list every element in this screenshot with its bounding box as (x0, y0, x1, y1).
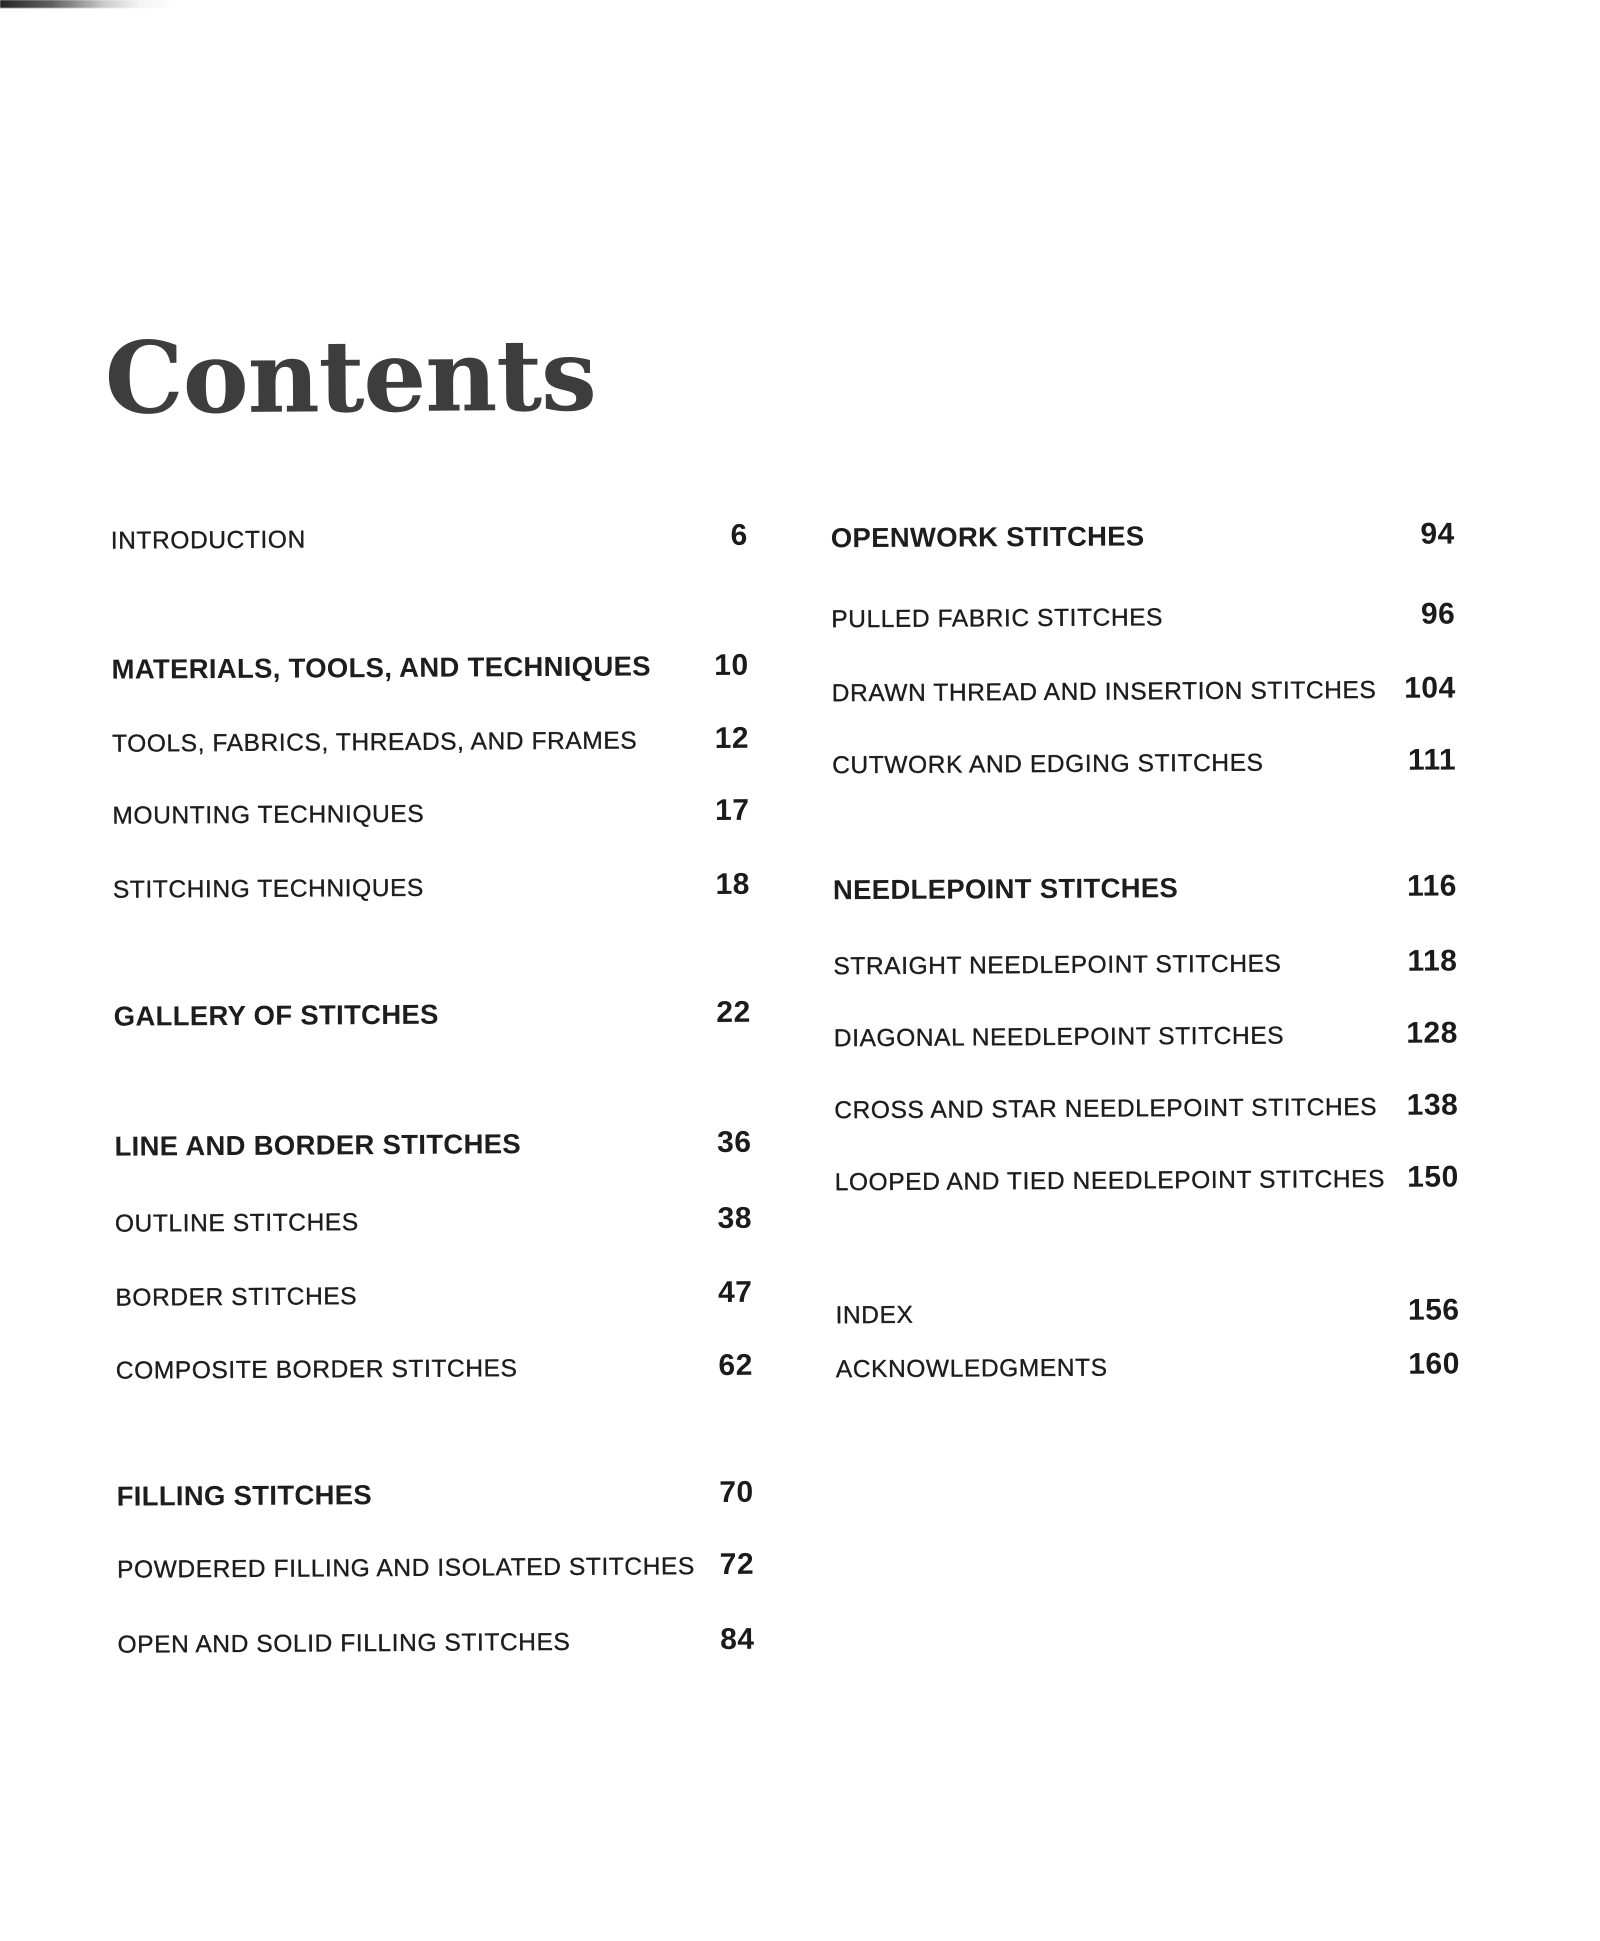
toc-entry-label: INTRODUCTION (110, 526, 306, 555)
toc-entry-label: OPENWORK STITCHES (830, 520, 1145, 554)
toc-entry-page: 96 (1420, 597, 1456, 631)
toc-entry-page: 128 (1406, 1016, 1458, 1050)
toc-entry-composite-border-stitches (116, 1349, 753, 1389)
toc-entry-page: 17 (714, 793, 750, 827)
toc-entry-open-solid-filling-stitches (117, 1623, 754, 1663)
toc-entry-label: GALLERY OF STITCHES (113, 998, 439, 1032)
toc-entry-tools-fabrics-threads-frames (112, 722, 749, 762)
toc-entry-cross-star-needlepoint-stitches (834, 1088, 1458, 1128)
toc-entry-label: INDEX (835, 1301, 914, 1330)
toc-entry-cutwork-edging-stitches (832, 743, 1456, 783)
toc-entry-label: MATERIALS, TOOLS, AND TECHNIQUES (111, 650, 651, 685)
toc-entry-line-and-border-stitches (114, 1126, 751, 1164)
toc-entry-page: 156 (1407, 1293, 1460, 1327)
toc-entry-page: 104 (1404, 671, 1456, 705)
toc-entry-index (835, 1293, 1459, 1333)
toc-entry-page: 47 (717, 1275, 753, 1309)
toc-entry-page: 116 (1406, 869, 1458, 903)
toc-entry-stitching-techniques (113, 868, 750, 908)
toc-entry-label: LINE AND BORDER STITCHES (114, 1128, 522, 1162)
toc-entry-label: OUTLINE STITCHES (114, 1209, 359, 1238)
toc-entry-label: LOOPED AND TIED NEEDLEPOINT STITCHES (834, 1165, 1386, 1197)
toc-entry-page: 160 (1408, 1347, 1460, 1381)
toc-entry-acknowledgments (836, 1347, 1460, 1387)
toc-entry-materials-tools-techniques (111, 649, 748, 687)
toc-entry-needlepoint-stitches (833, 869, 1457, 907)
toc-entry-label: BORDER STITCHES (115, 1283, 358, 1312)
toc-entry-label: PULLED FABRIC STITCHES (831, 604, 1164, 634)
toc-entry-label: FILLING STITCHES (116, 1479, 373, 1512)
toc-entry-introduction (111, 519, 748, 559)
toc-entry-page: 72 (719, 1547, 755, 1581)
toc-entry-page: 84 (720, 1622, 755, 1656)
toc-entry-page: 6 (730, 518, 748, 552)
toc-entry-page: 94 (1420, 517, 1455, 551)
toc-entry-outline-stitches (115, 1202, 752, 1242)
toc-entry-label: CUTWORK AND EDGING STITCHES (832, 749, 1264, 780)
toc-entry-page: 138 (1406, 1088, 1459, 1122)
toc-entry-filling-stitches (117, 1476, 754, 1514)
toc-entry-page: 36 (717, 1125, 752, 1159)
toc-entry-diagonal-needlepoint-stitches (834, 1016, 1458, 1056)
toc-entry-label: MOUNTING TECHNIQUES (112, 800, 425, 830)
toc-entry-label: NEEDLEPOINT STITCHES (832, 872, 1179, 906)
toc-entry-border-stitches (115, 1276, 752, 1316)
toc-entry-label: STITCHING TECHNIQUES (112, 874, 425, 904)
toc-entry-page: 10 (714, 648, 749, 682)
toc-entry-mounting-techniques (112, 794, 749, 834)
toc-entry-page: 118 (1407, 944, 1458, 978)
toc-entry-label: STRAIGHT NEEDLEPOINT STITCHES (833, 950, 1282, 981)
toc-entry-gallery-of-stitches (114, 996, 751, 1034)
toc-entry-page: 111 (1407, 743, 1457, 777)
toc-entry-label: DRAWN THREAD AND INSERTION STITCHES (831, 676, 1377, 708)
toc-entry-label: OPEN AND SOLID FILLING STITCHES (117, 1628, 571, 1659)
toc-entry-label: COMPOSITE BORDER STITCHES (115, 1355, 518, 1385)
toc-entry-label: CROSS AND STAR NEEDLEPOINT STITCHES (834, 1093, 1378, 1125)
toc-entry-page: 150 (1407, 1160, 1459, 1194)
toc-entry-straight-needlepoint-stitches (833, 944, 1457, 984)
toc-entry-powdered-filling-isolated-stitches (117, 1548, 754, 1588)
toc-entry-page: 62 (718, 1348, 753, 1382)
toc-entry-drawn-thread-insertion-stitches (832, 671, 1456, 711)
toc-entry-page: 38 (717, 1201, 753, 1235)
toc-entry-openwork-stitches (831, 517, 1455, 555)
toc-entry-pulled-fabric-stitches (831, 597, 1455, 637)
page-title: Contents (104, 317, 597, 437)
toc-entry-label: ACKNOWLEDGMENTS (835, 1354, 1108, 1384)
toc-entry-page: 70 (719, 1475, 754, 1509)
toc-entry-looped-tied-needlepoint-stitches (835, 1160, 1459, 1200)
toc-entry-page: 22 (716, 995, 751, 1029)
toc-entry-label: POWDERED FILLING AND ISOLATED STITCHES (117, 1553, 695, 1584)
toc-entry-page: 18 (715, 867, 751, 901)
toc-entry-label: TOOLS, FABRICS, THREADS, AND FRAMES (111, 727, 638, 758)
toc-entry-page: 12 (714, 721, 750, 755)
toc-entry-label: DIAGONAL NEEDLEPOINT STITCHES (833, 1022, 1285, 1053)
